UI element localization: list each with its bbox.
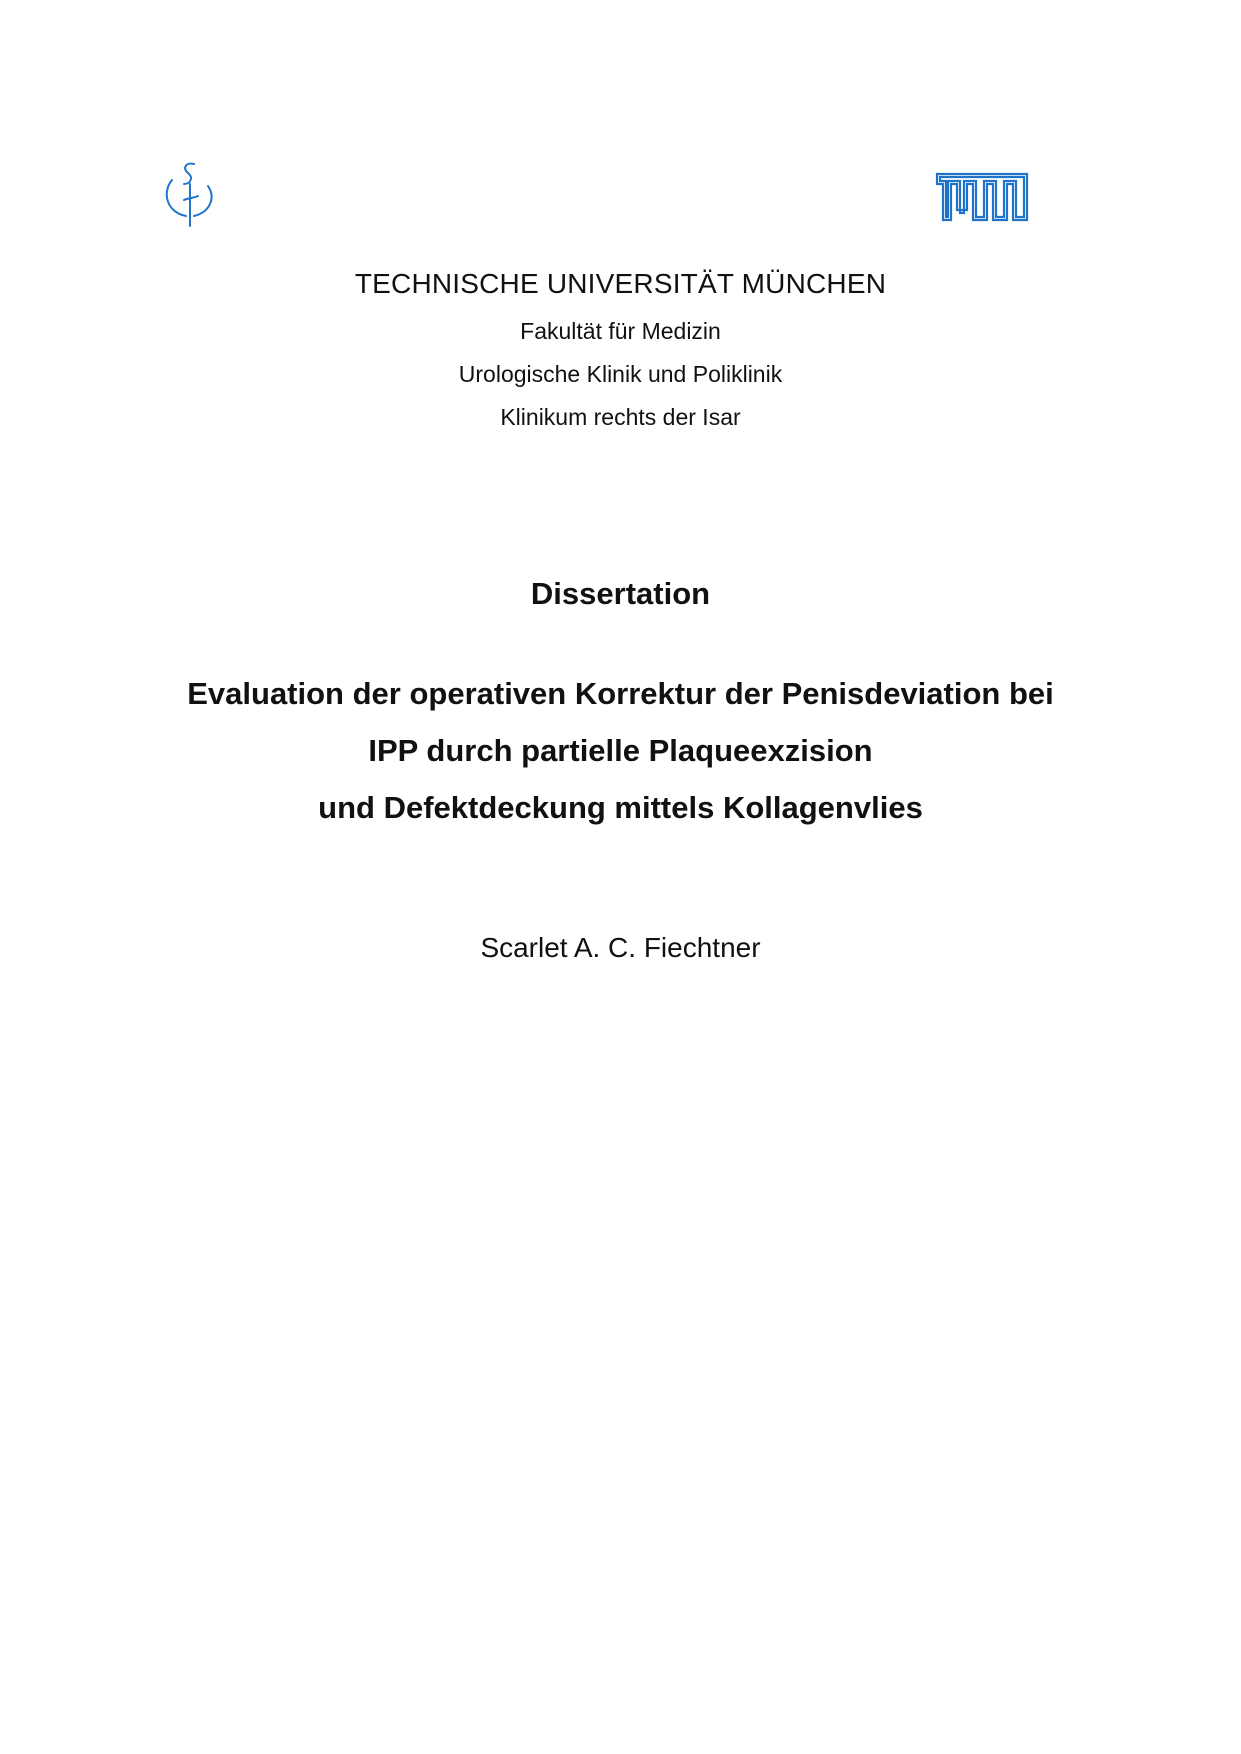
university-name: TECHNISCHE UNIVERSITÄT MÜNCHEN: [354, 268, 887, 299]
faculty-name: Fakultät für Medizin: [520, 318, 721, 344]
document-type: Dissertation: [530, 576, 711, 611]
title-line-3: und Defektdeckung mittels Kollagenvlies: [318, 790, 923, 825]
tum-logo-icon: [935, 172, 1029, 222]
clinic-name: Urologische Klinik und Poliklinik: [458, 361, 783, 387]
title-line-1: Evaluation der operativen Korrektur der Penisdeviation bei: [187, 676, 1054, 711]
author-name: Scarlet A. C. Fiechtner: [480, 932, 761, 963]
hospital-name: Klinikum rechts der Isar: [500, 404, 741, 430]
title-line-2: IPP durch partielle Plaqueexzision: [368, 733, 873, 768]
klinikum-logo-icon: [160, 160, 220, 230]
